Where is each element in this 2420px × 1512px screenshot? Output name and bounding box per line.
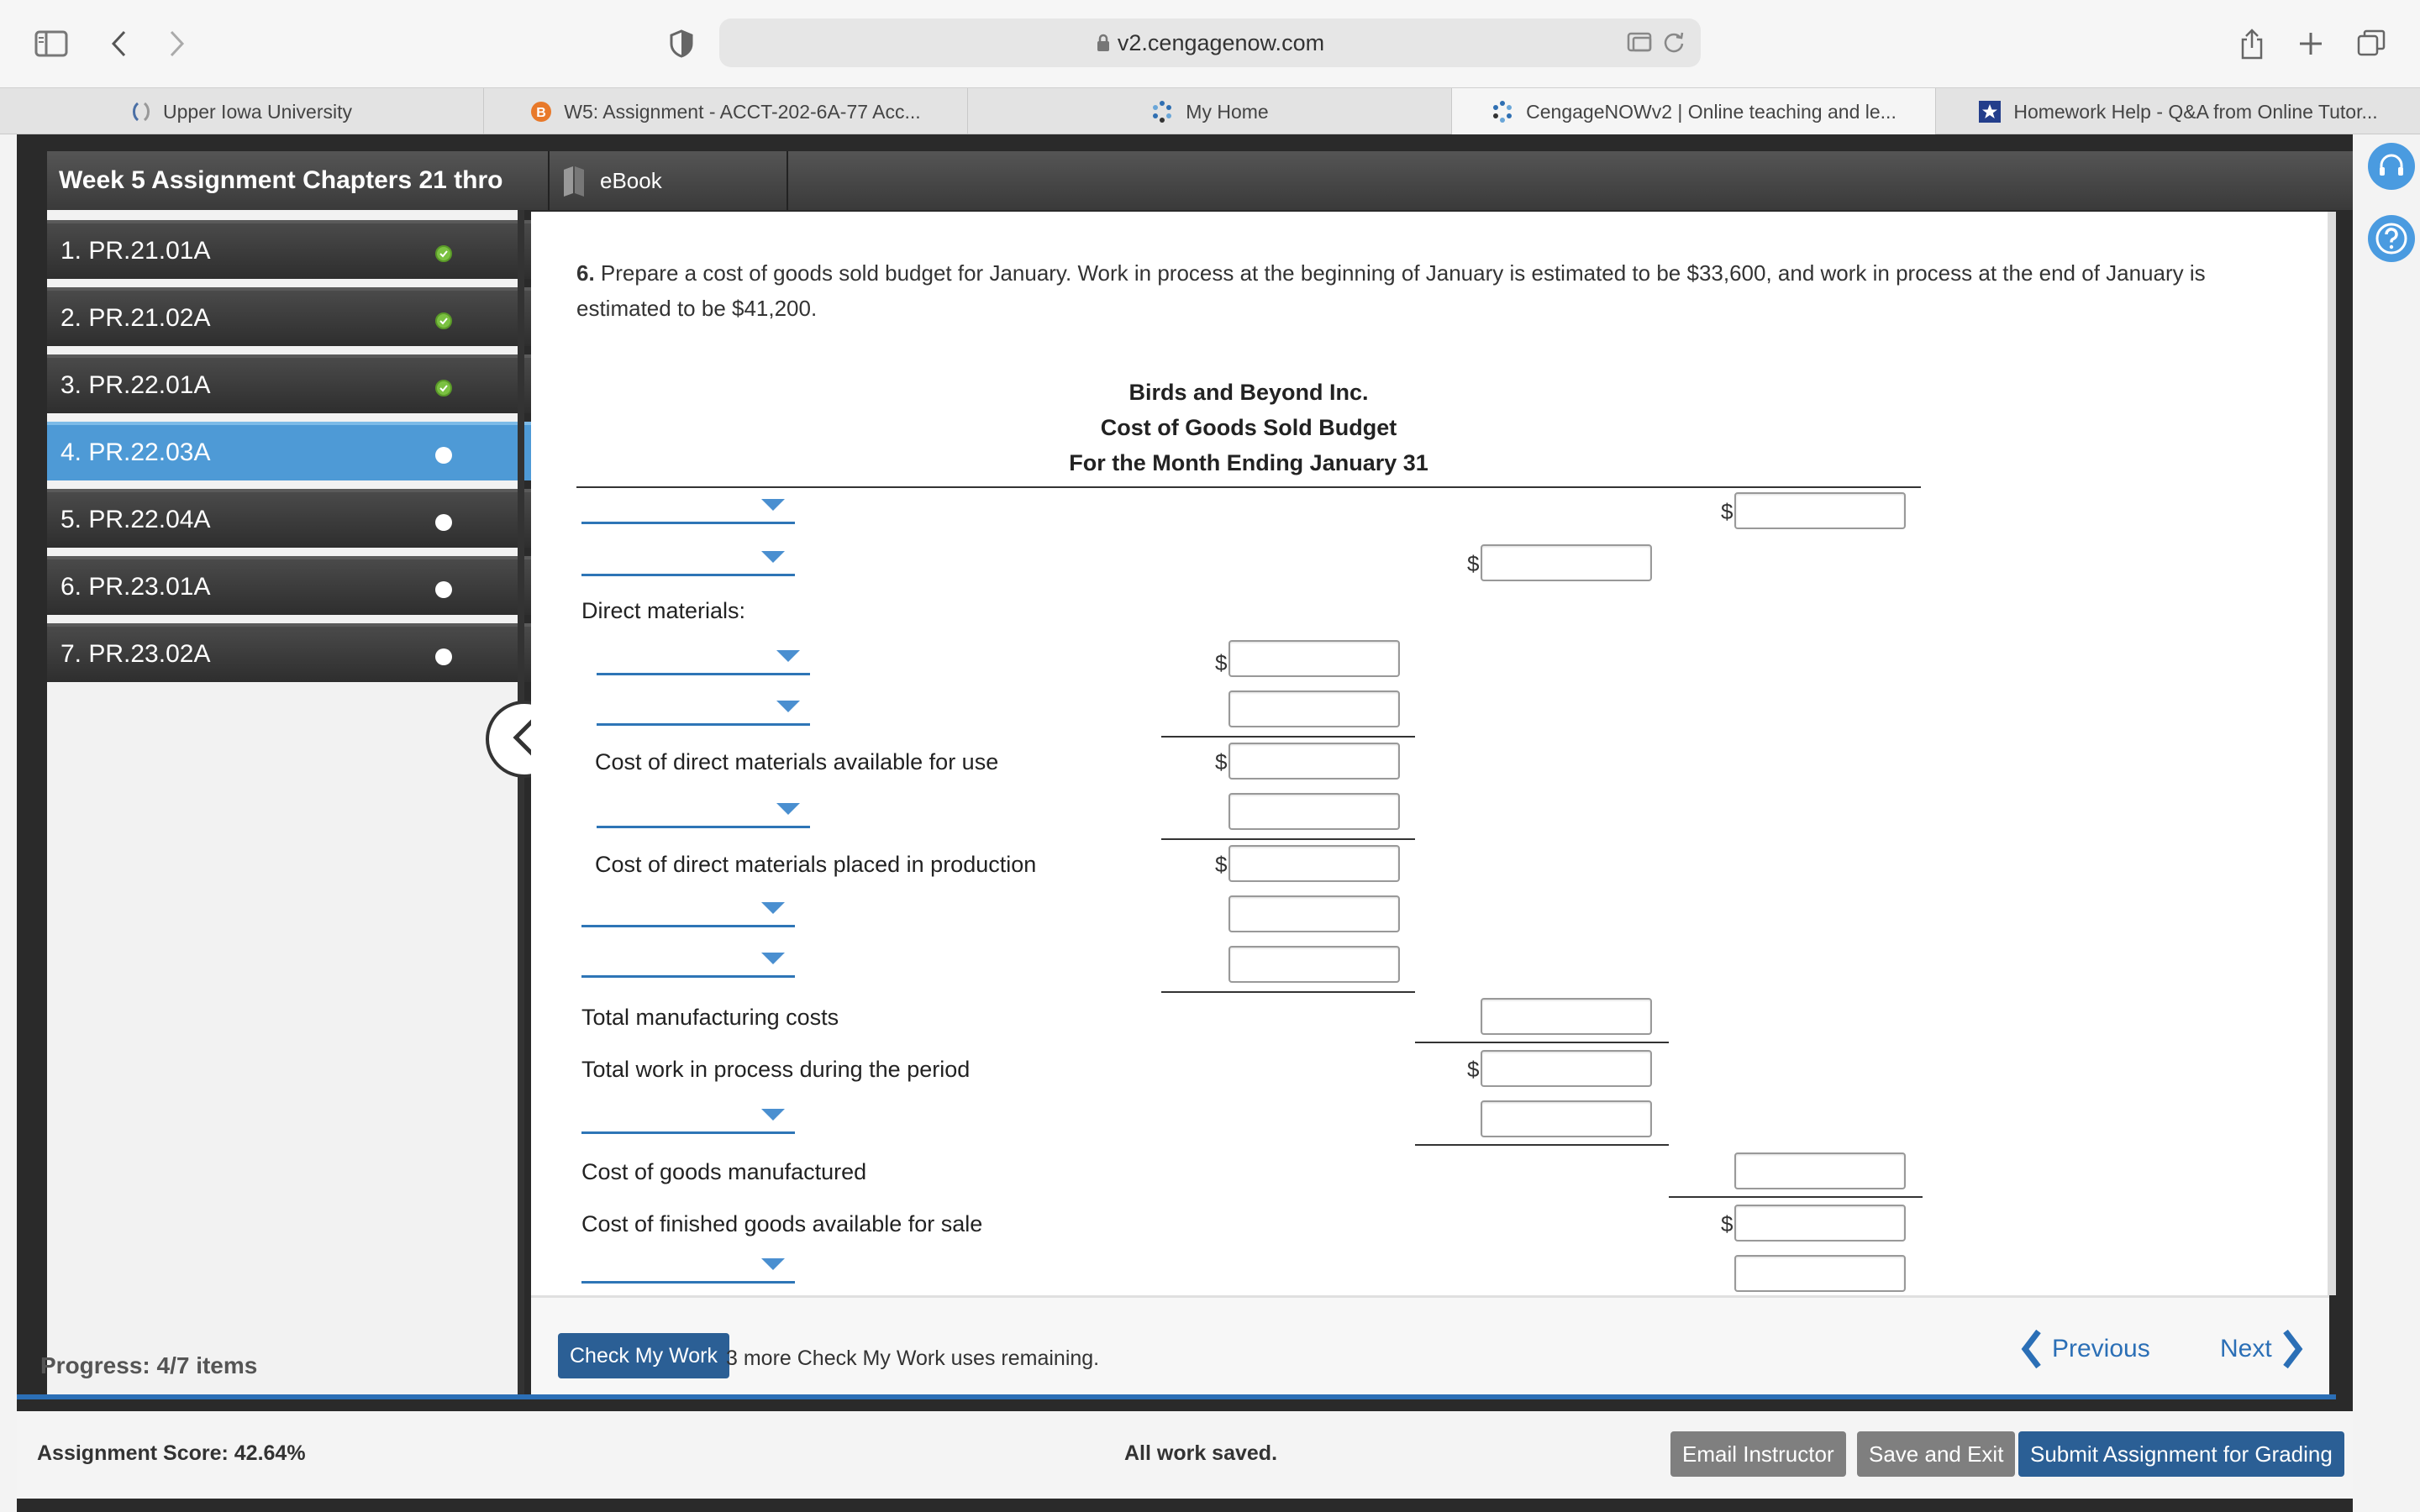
dropdown-arrow-icon	[776, 650, 800, 662]
status-dot-icon	[435, 514, 452, 531]
subtotal-rule	[1161, 838, 1415, 840]
share-icon[interactable]	[2237, 24, 2267, 64]
back-icon[interactable]	[106, 24, 131, 64]
amount-input[interactable]	[1228, 743, 1400, 780]
next-button[interactable]	[2220, 1328, 2304, 1370]
currency-symbol: $	[1467, 551, 1480, 576]
previous-button[interactable]	[2020, 1328, 2150, 1370]
reload-icon[interactable]	[1662, 30, 1686, 58]
account-dropdown[interactable]	[581, 944, 795, 978]
direct-materials-label: Direct materials:	[581, 598, 746, 623]
placed-in-production-label: Cost of direct materials placed in production	[595, 852, 1037, 877]
nav-item-pr-22-01a[interactable]	[47, 354, 533, 413]
statement-title: Cost of Goods Sold Budget	[1100, 415, 1397, 440]
reader-icon[interactable]	[1627, 30, 1654, 58]
amount-input[interactable]	[1481, 998, 1652, 1035]
account-dropdown[interactable]	[581, 894, 795, 927]
nav-item-pr-22-03a[interactable]	[47, 422, 533, 480]
amount-input[interactable]	[1734, 1255, 1906, 1292]
amount-input[interactable]	[1228, 640, 1400, 677]
browser-tab-homework-help[interactable]	[1936, 88, 2420, 135]
check-icon	[435, 312, 452, 329]
progress-text: Progress: 4/7 items	[40, 1352, 258, 1378]
address-bar[interactable]	[719, 18, 1701, 67]
nav-item-label: 1. PR.21.01A	[60, 237, 211, 265]
subtotal-rule	[1161, 736, 1415, 738]
nav-item-pr-21-02a[interactable]	[47, 287, 533, 346]
subtotal-rule	[1161, 991, 1415, 993]
tab-label: My Home	[1186, 100, 1269, 123]
tab-label: W5: Assignment - ACCT-202-6A-77 Acc...	[564, 100, 921, 123]
question-prompt	[576, 255, 2299, 326]
next-label: Next	[2220, 1335, 2272, 1362]
account-dropdown[interactable]	[581, 1100, 795, 1134]
ebook-tab[interactable]	[548, 151, 788, 210]
currency-symbol: $	[1721, 1211, 1733, 1236]
currency-symbol: $	[1215, 852, 1228, 877]
dropdown-arrow-icon	[776, 701, 800, 712]
nav-item-pr-23-02a[interactable]	[47, 623, 533, 682]
check-icon	[435, 245, 452, 262]
status-dot-icon	[435, 581, 452, 598]
browser-tab-w5-assignment[interactable]	[484, 88, 968, 135]
amount-input[interactable]	[1481, 1050, 1652, 1087]
dropdown-arrow-icon	[761, 499, 785, 511]
tab-label: CengageNOWv2 | Online teaching and le...	[1526, 100, 1897, 123]
subtotal-rule	[1415, 1042, 1669, 1043]
dropdown-arrow-icon	[761, 1258, 785, 1270]
svg-text:B: B	[536, 106, 547, 120]
amount-input[interactable]	[1228, 895, 1400, 932]
help-question-icon[interactable]	[2368, 215, 2415, 262]
subtotal-rule	[1415, 1144, 1669, 1146]
assignment-status-bar	[17, 1411, 2353, 1499]
book-icon	[561, 165, 587, 197]
header-rule	[576, 486, 1921, 488]
amount-input[interactable]	[1228, 845, 1400, 882]
browser-tab-cengagenow[interactable]	[1452, 88, 1936, 135]
sidebar-splitter[interactable]	[518, 210, 524, 1394]
currency-symbol: $	[1721, 499, 1733, 524]
university-icon	[131, 101, 151, 123]
question-number: 6.	[576, 260, 595, 286]
lock-icon	[1096, 20, 1111, 69]
amount-input[interactable]	[1228, 946, 1400, 983]
dropdown-arrow-icon	[761, 902, 785, 914]
account-dropdown[interactable]	[597, 642, 810, 675]
chevron-right-icon	[2282, 1328, 2304, 1370]
available-for-use-label: Cost of direct materials available for use	[595, 749, 999, 774]
previous-label: Previous	[2052, 1335, 2150, 1362]
forward-icon[interactable]	[165, 24, 190, 64]
statement-period: For the Month Ending January 31	[1069, 450, 1428, 475]
save-and-exit-button[interactable]: Save and Exit	[1857, 1431, 2015, 1477]
dropdown-arrow-icon	[761, 953, 785, 964]
question-sidebar	[47, 210, 518, 1394]
browser-toolbar	[0, 0, 2420, 87]
dropdown-arrow-icon	[761, 1109, 785, 1121]
save-status: All work saved.	[1124, 1441, 1278, 1465]
amount-input[interactable]	[1734, 1152, 1906, 1189]
dropdown-arrow-icon	[776, 803, 800, 815]
nav-item-label: 4. PR.22.03A	[60, 438, 211, 466]
nav-item-label: 2. PR.21.02A	[60, 304, 211, 332]
new-tab-icon[interactable]	[2296, 24, 2326, 64]
nav-item-label: 3. PR.22.01A	[60, 371, 211, 399]
assignment-score: Assignment Score: 42.64%	[37, 1441, 306, 1465]
nav-item-pr-23-01a[interactable]	[47, 556, 533, 615]
assignment-header	[47, 151, 2353, 210]
account-dropdown[interactable]	[597, 692, 810, 726]
currency-symbol: $	[1215, 749, 1228, 774]
dots-spinner-icon	[1150, 100, 1174, 123]
status-dot-icon	[435, 447, 452, 464]
amount-input[interactable]	[1228, 690, 1400, 727]
total-wip-label: Total work in process during the period	[581, 1057, 971, 1082]
question-content	[531, 212, 2329, 1295]
ebook-label: eBook	[600, 167, 662, 193]
company-name: Birds and Beyond Inc.	[1128, 380, 1369, 405]
account-dropdown[interactable]	[597, 795, 810, 828]
dots-spinner-icon	[1491, 100, 1514, 123]
status-dot-icon	[435, 648, 452, 665]
amount-input[interactable]	[1481, 1100, 1652, 1137]
amount-input[interactable]	[1734, 492, 1906, 529]
amount-input[interactable]	[1228, 793, 1400, 830]
shield-icon[interactable]	[667, 24, 696, 64]
question-text: Prepare a cost of goods sold budget for January. Work in process at the beginning of January is estimated to be $33,600, and work in process at the end of January is estimated to be $41,200.	[576, 260, 2206, 321]
submit-assignment-button[interactable]: Submit Assignment for Grading	[2018, 1431, 2344, 1477]
check-uses-remaining: 3 more Check My Work uses remaining.	[726, 1347, 1100, 1370]
tab-label: Upper Iowa University	[163, 100, 352, 123]
question-footer	[531, 1295, 2329, 1394]
nav-item-pr-22-04a[interactable]	[47, 489, 533, 548]
tab-overview-icon[interactable]	[2356, 24, 2386, 64]
nav-item-pr-21-01a[interactable]	[47, 220, 533, 279]
currency-symbol: $	[1215, 650, 1228, 675]
account-dropdown[interactable]	[581, 1250, 795, 1284]
url-text	[719, 18, 1701, 67]
assignment-title: Week 5 Assignment Chapters 21 thro	[59, 166, 503, 194]
email-instructor-button[interactable]: Email Instructor	[1670, 1431, 1846, 1477]
nav-item-label: 6. PR.23.01A	[60, 573, 211, 601]
check-my-work-button[interactable]: Check My Work	[558, 1333, 729, 1378]
currency-symbol: $	[1467, 1057, 1480, 1082]
cogm-label: Cost of goods manufactured	[581, 1159, 867, 1184]
nav-item-label: 5. PR.22.04A	[60, 506, 211, 533]
check-icon	[435, 380, 452, 396]
dropdown-arrow-icon	[761, 551, 785, 563]
footer-divider	[17, 1394, 2336, 1399]
star-badge-icon	[1978, 100, 2002, 123]
nav-item-label: 7. PR.23.02A	[60, 640, 211, 668]
chevron-left-icon	[2020, 1328, 2042, 1370]
subtotal-rule	[1669, 1196, 1923, 1198]
url-value: v2.cengagenow.com	[1117, 30, 1325, 55]
account-dropdown[interactable]	[581, 491, 795, 524]
amount-input[interactable]	[1481, 544, 1652, 581]
sidebar-toggle-icon[interactable]	[34, 24, 69, 64]
available-for-sale-label: Cost of finished goods available for sale	[581, 1211, 983, 1236]
browser-tab-my-home[interactable]	[968, 88, 1452, 135]
browser-tab-strip	[0, 87, 2420, 134]
total-manufacturing-label: Total manufacturing costs	[581, 1005, 839, 1030]
tab-label: Homework Help - Q&A from Online Tutor...	[2013, 100, 2378, 123]
amount-input[interactable]	[1734, 1205, 1906, 1242]
b-icon	[530, 101, 552, 123]
browser-tab-upper-iowa[interactable]	[0, 88, 484, 135]
account-dropdown[interactable]	[581, 543, 795, 576]
content-scrollbar[interactable]	[2328, 212, 2336, 1295]
headset-icon[interactable]	[2368, 143, 2415, 190]
